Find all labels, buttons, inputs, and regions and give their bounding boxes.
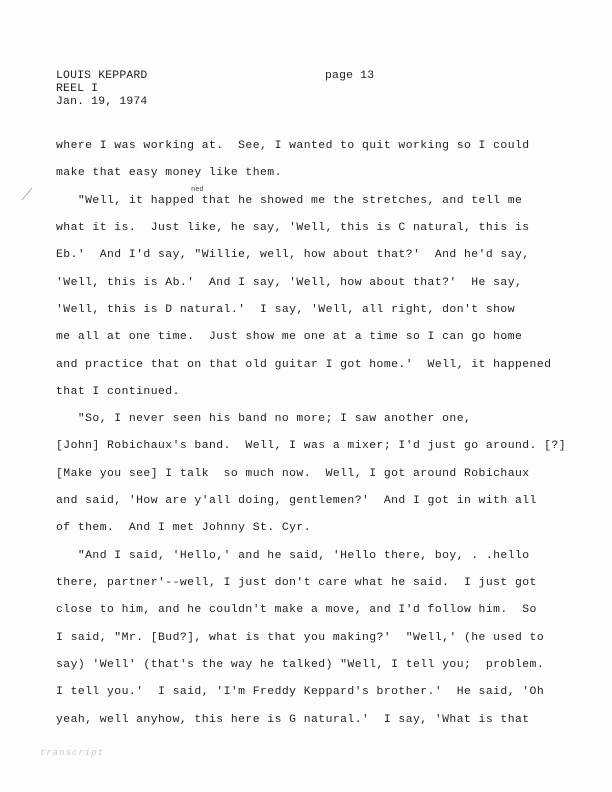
marginalia: transcript: [40, 748, 105, 758]
text-line: "And I said, 'Hello,' and he said, 'Hello there, boy, . .hello: [56, 550, 530, 562]
text-line: "Well, it happed that he showed me the stretches, and tell me: [56, 195, 523, 207]
header-date: Jan. 19, 1974: [56, 96, 148, 108]
header-reel: REEL I: [56, 83, 99, 95]
inserted-text: ned: [191, 186, 204, 194]
text-line: there, partner'--well, I just don't care what he said. I just got: [56, 577, 537, 589]
text-line: close to him, and he couldn't make a move, and I'd follow him. So: [56, 604, 537, 616]
text-line: say) 'Well' (that's the way he talked) "Well, I tell you; problem.: [56, 659, 545, 671]
text-line: what it is. Just like, he say, 'Well, this is C natural, this is: [56, 222, 530, 234]
checkmark-icon: [20, 186, 34, 202]
text-line: yeah, well anyhow, this here is G natural.' I say, 'What is that: [56, 714, 530, 726]
text-line: 'Well, this is Ab.' And I say, 'Well, how about that?' He say,: [56, 277, 523, 289]
text-line: that I continued.: [56, 386, 180, 398]
text-line: [John] Robichaux's band. Well, I was a mixer; I'd just go around. [?]: [56, 440, 566, 452]
text-line: Eb.' And I'd say, "Willie, well, how about that?' And he'd say,: [56, 249, 530, 261]
text-line: of them. And I met Johnny St. Cyr.: [56, 522, 311, 534]
text-line: make that easy money like them.: [56, 167, 282, 179]
text-line: [Make you see] I talk so much now. Well, I got around Robichaux: [56, 468, 530, 480]
text-line: "So, I never seen his band no more; I saw another one,: [56, 413, 472, 425]
text-line: and practice that on that old guitar I got home.' Well, it happened: [56, 359, 552, 371]
header-name: LOUIS KEPPARD: [56, 70, 148, 82]
text-line: and said, 'How are y'all doing, gentlemen?' And I got in with all: [56, 495, 537, 507]
page-number: page 13: [325, 70, 375, 82]
text-line: where I was working at. See, I wanted to quit working so I could: [56, 140, 530, 152]
text-line: 'Well, this is D natural.' I say, 'Well, all right, don't show: [56, 304, 515, 316]
text-line: me all at one time. Just show me one at a time so I can go home: [56, 331, 523, 343]
text-line: I said, "Mr. [Bud?], what is that you making?' "Well,' (he used to: [56, 632, 545, 644]
text-line: I tell you.' I said, 'I'm Freddy Keppard's brother.' He said, 'Oh: [56, 686, 545, 698]
